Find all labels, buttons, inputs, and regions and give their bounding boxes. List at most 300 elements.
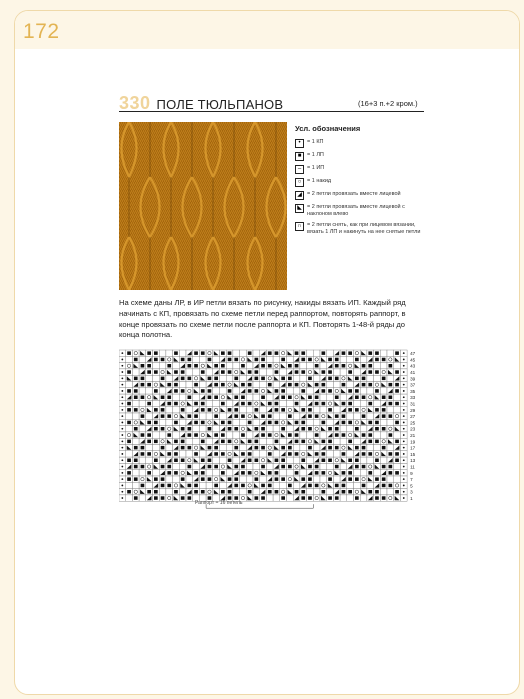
chart-cell	[387, 426, 394, 432]
chart-cell	[206, 350, 213, 356]
chart-symbol	[355, 427, 359, 431]
chart-cell	[394, 394, 401, 400]
chart-cell	[220, 482, 227, 488]
chart-symbol	[328, 446, 332, 450]
chart-cell	[179, 419, 186, 425]
row-number-label: 15	[410, 451, 416, 457]
chart-cell	[233, 388, 240, 394]
chart-symbol	[395, 351, 399, 355]
chart-cell	[387, 407, 394, 413]
chart-cell	[226, 382, 233, 388]
chart-cell	[153, 432, 160, 438]
chart-symbol	[208, 377, 212, 381]
chart-cell	[139, 356, 146, 362]
chart-symbol	[375, 496, 379, 500]
chart-symbol	[395, 452, 399, 456]
chart-cell	[374, 470, 381, 476]
chart-cell	[199, 451, 206, 457]
chart-symbol	[403, 403, 405, 405]
chart-cell	[146, 482, 153, 488]
chart-symbol	[248, 440, 252, 444]
chart-cell	[354, 470, 361, 476]
chart-cell	[253, 419, 260, 425]
chart-symbol	[241, 484, 245, 488]
chart-symbol	[188, 427, 192, 431]
chart-cell	[213, 400, 220, 406]
chart-symbol	[208, 389, 212, 393]
chart-cell	[179, 350, 186, 356]
chart-cell	[374, 363, 381, 369]
chart-cell	[153, 363, 160, 369]
chart-cell	[287, 407, 294, 413]
chart-symbol	[255, 440, 259, 444]
chart-cell	[300, 363, 307, 369]
chart-cell	[153, 382, 160, 388]
row-number-label: 5	[410, 483, 413, 489]
chart-symbol	[315, 383, 319, 387]
chart-cell	[126, 451, 133, 457]
chart-symbol	[368, 421, 372, 425]
chart-cell	[240, 426, 247, 432]
chart-symbol	[167, 364, 171, 368]
chart-cell	[173, 476, 180, 482]
chart-symbol	[382, 496, 386, 500]
chart-symbol	[161, 358, 165, 362]
chart-cell	[293, 463, 300, 469]
chart-cell	[173, 363, 180, 369]
chart-symbol	[308, 427, 312, 431]
chart-cell	[333, 369, 340, 375]
row-number-label: 41	[410, 370, 416, 375]
chart-symbol	[301, 496, 305, 500]
chart-symbol	[403, 422, 405, 424]
chart-cell	[313, 445, 320, 451]
chart-symbol	[194, 490, 198, 494]
chart-cell	[132, 369, 139, 375]
chart-symbol	[154, 440, 158, 444]
chart-symbol	[403, 485, 405, 487]
chart-symbol	[261, 446, 265, 450]
row-number-label: 33	[410, 395, 416, 401]
chart-symbol	[389, 364, 393, 368]
chart-symbol	[395, 459, 399, 463]
row-number-label: 19	[410, 439, 416, 445]
chart-symbol	[403, 440, 405, 442]
chart-symbol	[127, 440, 131, 444]
chart-symbol	[201, 402, 205, 406]
chart-cell	[159, 489, 166, 495]
chart-symbol	[335, 433, 339, 437]
knit-sample-photo	[119, 122, 287, 290]
chart-symbol	[342, 351, 346, 355]
chart-symbol	[201, 370, 205, 374]
chart-symbol	[342, 402, 346, 406]
chart-symbol	[362, 377, 366, 381]
chart-symbol	[228, 440, 232, 444]
chart-symbol	[174, 490, 178, 494]
chart-cell	[340, 426, 347, 432]
chart-symbol	[201, 459, 205, 463]
chart-symbol	[194, 484, 198, 488]
chart-symbol	[201, 477, 205, 481]
chart-symbol	[154, 358, 158, 362]
chart-cell	[320, 476, 327, 482]
chart-symbol	[348, 351, 352, 355]
chart-cell	[253, 451, 260, 457]
chart-cell	[153, 375, 160, 381]
chart-symbol	[281, 396, 285, 400]
chart-cell	[260, 451, 267, 457]
chart-cell	[246, 463, 253, 469]
chart-symbol	[281, 358, 285, 362]
chart-cell	[213, 457, 220, 463]
chart-symbol	[348, 408, 352, 412]
chart-cell	[179, 470, 186, 476]
chart-cell	[220, 457, 227, 463]
chart-symbol	[255, 389, 259, 393]
chart-cell	[253, 382, 260, 388]
chart-symbol	[288, 433, 292, 437]
chart-symbol	[328, 440, 332, 444]
row-number-label: 27	[410, 414, 416, 420]
chart-symbol	[181, 440, 185, 444]
chart-symbol	[295, 383, 299, 387]
chart-cell	[360, 356, 367, 362]
chart-symbol	[201, 471, 205, 475]
chart-symbol	[375, 351, 379, 355]
chart-symbol	[194, 421, 198, 425]
chart-cell	[226, 363, 233, 369]
chart-symbol	[322, 440, 326, 444]
chart-cell	[374, 451, 381, 457]
chart-symbol	[335, 427, 339, 431]
chart-cell	[287, 426, 294, 432]
chart-symbol	[174, 471, 178, 475]
chart-cell	[166, 350, 173, 356]
chart-cell	[139, 400, 146, 406]
chart-cell	[226, 470, 233, 476]
chart-cell	[280, 400, 287, 406]
chart-cell	[233, 419, 240, 425]
chart-symbol	[228, 370, 232, 374]
chart-cell	[273, 495, 280, 501]
chart-symbol	[147, 440, 151, 444]
chart-symbol	[281, 408, 285, 412]
pass-over-icon: ∩	[295, 222, 304, 231]
chart-cell	[186, 407, 193, 413]
chart-cell	[226, 400, 233, 406]
chart-symbol	[208, 477, 212, 481]
chart-cell	[360, 476, 367, 482]
chart-symbol	[248, 389, 252, 393]
chart-symbol	[315, 484, 319, 488]
chart-cell	[173, 482, 180, 488]
chart-cell	[313, 426, 320, 432]
chart-symbol	[362, 414, 366, 418]
chart-symbol	[154, 351, 158, 355]
chart-cell	[226, 375, 233, 381]
chart-symbol	[167, 452, 171, 456]
chart-symbol	[355, 396, 359, 400]
chart-symbol	[295, 421, 299, 425]
chart-cell	[220, 463, 227, 469]
chart-cell	[246, 432, 253, 438]
chart-symbol	[161, 408, 165, 412]
chart-cell	[394, 413, 401, 419]
chart-cell	[287, 476, 294, 482]
chart-symbol	[188, 484, 192, 488]
chart-cell	[327, 451, 334, 457]
chart-symbol	[221, 490, 225, 494]
chart-symbol	[221, 452, 225, 456]
chart-cell	[333, 438, 340, 444]
chart-symbol	[328, 358, 332, 362]
chart-cell	[240, 356, 247, 362]
chart-cell	[139, 470, 146, 476]
chart-symbol	[295, 440, 299, 444]
chart-symbol	[174, 421, 178, 425]
chart-symbol	[234, 446, 238, 450]
chart-cell	[246, 476, 253, 482]
chart-symbol	[248, 452, 252, 456]
chart-cell	[394, 432, 401, 438]
chart-cell	[367, 413, 374, 419]
chart-cell	[354, 482, 361, 488]
chart-symbol	[141, 364, 145, 368]
chart-symbol	[395, 383, 399, 387]
chart-symbol	[268, 433, 272, 437]
chart-cell	[220, 375, 227, 381]
chart-cell	[340, 438, 347, 444]
knit-dot-icon: •	[295, 139, 304, 148]
chart-symbol	[275, 389, 279, 393]
chart-symbol	[355, 496, 359, 500]
chart-cell	[206, 369, 213, 375]
chart-symbol	[395, 490, 399, 494]
chart-symbol	[121, 415, 123, 417]
chart-cell	[387, 419, 394, 425]
chart-cell	[220, 445, 227, 451]
chart-symbol	[315, 433, 319, 437]
chart-symbol	[181, 427, 185, 431]
chart-cell	[153, 400, 160, 406]
chart-symbol	[194, 364, 198, 368]
chart-symbol	[403, 478, 405, 480]
chart-symbol	[188, 377, 192, 381]
chart-symbol	[348, 389, 352, 393]
chart-symbol	[214, 465, 218, 469]
chart-cell	[380, 438, 387, 444]
chart-symbol	[295, 370, 299, 374]
chart-cell	[166, 426, 173, 432]
chart-symbol	[121, 390, 123, 392]
chart-symbol	[342, 364, 346, 368]
chart-cell	[340, 495, 347, 501]
chart-symbol	[301, 477, 305, 481]
chart-cell	[132, 400, 139, 406]
chart-cell	[300, 451, 307, 457]
chart-symbol	[208, 427, 212, 431]
chart-cell	[132, 413, 139, 419]
chart-symbol	[301, 370, 305, 374]
chart-symbol	[322, 383, 326, 387]
chart-symbol	[127, 459, 131, 463]
chart-cell	[374, 445, 381, 451]
chart-symbol	[241, 465, 245, 469]
chart-symbol	[241, 414, 245, 418]
chart-cell	[293, 388, 300, 394]
chart-symbol	[268, 421, 272, 425]
chart-symbol	[288, 465, 292, 469]
chart-cell	[287, 470, 294, 476]
row-number-label: 7	[410, 477, 413, 483]
chart-cell	[340, 463, 347, 469]
chart-cell	[193, 426, 200, 432]
k2tog-icon: ◢	[295, 191, 304, 200]
chart-symbol	[275, 408, 279, 412]
chart-symbol	[403, 447, 405, 449]
chart-cell	[260, 476, 267, 482]
chart-symbol	[228, 490, 232, 494]
chart-symbol	[403, 434, 405, 436]
chart-symbol	[342, 433, 346, 437]
chart-symbol	[208, 408, 212, 412]
chart-cell	[287, 457, 294, 463]
chart-cell	[367, 482, 374, 488]
chart-cell	[313, 476, 320, 482]
chart-cell	[327, 382, 334, 388]
chart-symbol	[389, 383, 393, 387]
chart-cell	[260, 382, 267, 388]
chart-symbol	[121, 365, 123, 367]
chart-cell	[287, 400, 294, 406]
chart-symbol	[208, 396, 212, 400]
chart-cell	[347, 482, 354, 488]
chart-cell	[166, 375, 173, 381]
chart-symbol	[234, 408, 238, 412]
chart-symbol	[275, 351, 279, 355]
chart-cell	[394, 476, 401, 482]
chart-symbol	[234, 427, 238, 431]
chart-symbol	[121, 377, 123, 379]
chart-symbol	[295, 364, 299, 368]
chart-cell	[206, 438, 213, 444]
chart-symbol	[335, 377, 339, 381]
chart-cell	[193, 438, 200, 444]
chart-symbol	[188, 433, 192, 437]
chart-cell	[246, 407, 253, 413]
chart-cell	[146, 388, 153, 394]
chart-cell	[360, 426, 367, 432]
chart-symbol	[389, 402, 393, 406]
chart-symbol	[301, 389, 305, 393]
chart-cell	[280, 350, 287, 356]
chart-cell	[226, 451, 233, 457]
row-number-label: 1	[410, 496, 413, 501]
chart-cell	[186, 388, 193, 394]
chart-symbol	[141, 377, 145, 381]
chart-cell	[327, 350, 334, 356]
chart-cell	[213, 426, 220, 432]
chart-symbol	[255, 358, 259, 362]
chart-symbol	[154, 490, 158, 494]
chart-symbol	[255, 459, 259, 463]
legend	[295, 124, 425, 240]
chart-symbol	[188, 396, 192, 400]
chart-symbol	[147, 471, 151, 475]
chart-symbol	[281, 477, 285, 481]
chart-cell	[206, 400, 213, 406]
legend-item: – = 1 ИП	[295, 165, 425, 174]
chart-cell	[193, 394, 200, 400]
chart-cell	[179, 394, 186, 400]
chart-symbol	[121, 478, 123, 480]
chart-symbol	[194, 433, 198, 437]
chart-cell	[206, 413, 213, 419]
chart-cell	[320, 363, 327, 369]
chart-cell	[213, 470, 220, 476]
chart-cell	[307, 363, 314, 369]
chart-cell	[347, 495, 354, 501]
chart-cell	[380, 363, 387, 369]
chart-symbol	[308, 484, 312, 488]
chart-cell	[280, 489, 287, 495]
chart-cell	[233, 363, 240, 369]
chart-cell	[233, 489, 240, 495]
chart-symbol	[368, 370, 372, 374]
chart-cell	[199, 382, 206, 388]
chart-cell	[367, 463, 374, 469]
chart-cell	[199, 363, 206, 369]
chart-symbol	[335, 364, 339, 368]
chart-symbol	[134, 496, 138, 500]
chart-symbol	[275, 402, 279, 406]
chart-cell	[340, 375, 347, 381]
chart-cell	[240, 407, 247, 413]
chart-symbol	[268, 471, 272, 475]
row-number-label: 39	[410, 376, 416, 382]
chart-symbol	[241, 471, 245, 475]
chart-cell	[206, 489, 213, 495]
chart-cell	[360, 495, 367, 501]
chart-symbol	[221, 421, 225, 425]
chart-cell	[220, 388, 227, 394]
instructions-text: На схеме даны ЛР, в ИР петли вязать по рисунку, накиды вязать ИП. Каждый ряд начинать с КП, провязать по схеме петли перед раппортом, повторять раппорт, в конце провязать по схеме петли после раппорта и КП. Повторять 1-48-й ряды до конца полотна.	[119, 298, 406, 340]
chart-symbol	[141, 433, 145, 437]
chart-symbol	[268, 402, 272, 406]
chart-cell	[387, 375, 394, 381]
chart-symbol	[208, 446, 212, 450]
chart-symbol	[121, 440, 123, 442]
chart-symbol	[328, 427, 332, 431]
chart-symbol	[121, 472, 123, 474]
chart-cell	[333, 476, 340, 482]
chart-symbol	[214, 452, 218, 456]
chart-symbol	[395, 421, 399, 425]
chart-symbol	[214, 396, 218, 400]
stitch-repeat: (16+3 п.+2 кром.)	[358, 99, 418, 108]
chart-cell	[333, 407, 340, 413]
chart-cell	[193, 369, 200, 375]
chart-symbol	[221, 471, 225, 475]
row-number-label: 3	[410, 489, 413, 495]
chart-symbol	[268, 484, 272, 488]
chart-symbol	[362, 364, 366, 368]
chart-symbol	[382, 427, 386, 431]
row-number-label: 35	[410, 388, 416, 394]
chart-symbol	[403, 459, 405, 461]
chart-symbol	[201, 389, 205, 393]
